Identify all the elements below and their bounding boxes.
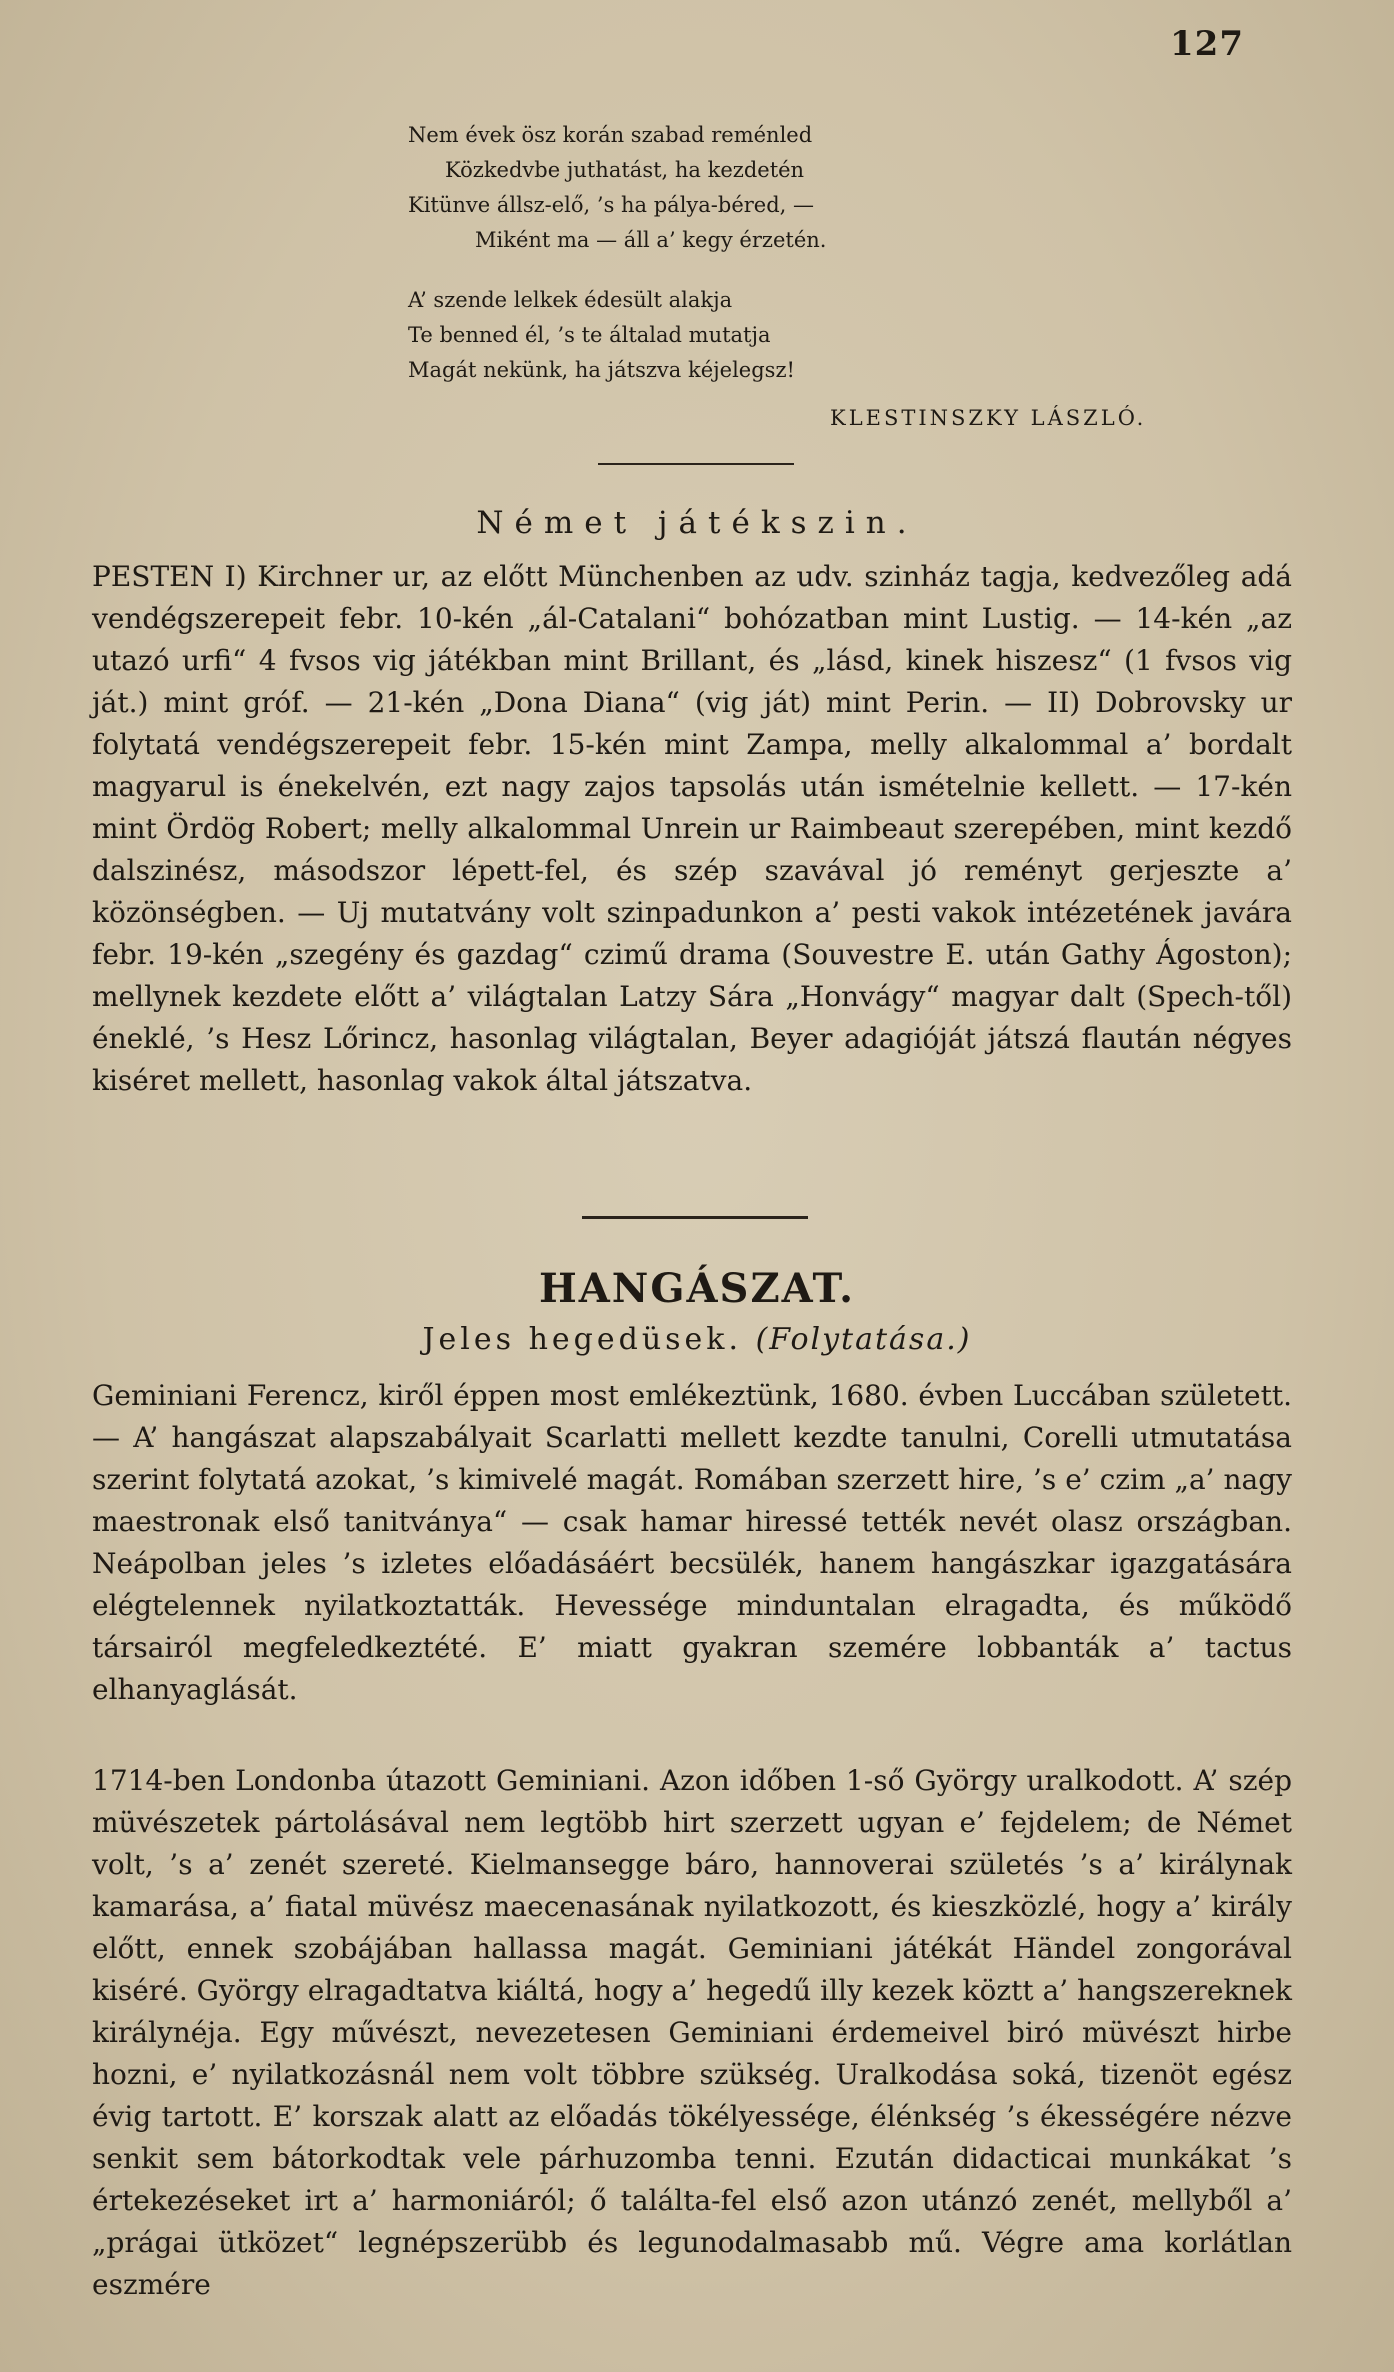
subtitle-text: Jeles hegedüsek. bbox=[422, 1322, 743, 1357]
section-title: HANGÁSZAT. bbox=[538, 1265, 856, 1312]
poem-line: Kitünve állsz-elő, ’s ha pálya-béred, — bbox=[408, 193, 815, 217]
divider bbox=[582, 1216, 808, 1219]
subtitle-note: (Folytatása.) bbox=[755, 1322, 972, 1357]
theater-heading: Német játékszin. bbox=[476, 505, 918, 541]
poem bbox=[408, 118, 1208, 388]
poem-line: Magát nekünk, ha játszva kéjelegsz! bbox=[408, 358, 795, 382]
divider bbox=[598, 463, 794, 465]
poem-line: Miként ma — áll a’ kegy érzetén. bbox=[475, 228, 827, 252]
page-number: 127 bbox=[1170, 24, 1244, 64]
poem-line: Te benned él, ’s te általad mutatja bbox=[408, 323, 771, 347]
theater-paragraph: PESTEN I) Kirchner ur, az előtt Münchenben az udv. szinház tagja, kedvezőleg adá vendégszerepeit febr. 10-kén „ál-Catalani“ bohózatban mint Lustig. — 14-kén „az utazó urfi“ 4 fvsos vig játékban mint Brillant, és „lásd, kinek hiszesz“ (1 fvsos vig ját.) mint gróf. — 21-kén „Dona Diana“ (vig ját) mint Perin. — II) Dobrovsky ur folytatá vendégszerepeit febr. 15-kén mint Zampa, melly alkalommal a’ bordalt magyarul is énekelvén, ezt nagy zajos tapsolás után ismételnie kellett. — 17-kén mint Ördög Robert; melly alkalommal Unrein ur Raimbeaut szerepében, mint kezdő dalszinész, másodszor lépett-fel, és szép szavával jó reményt gerjeszte a’ közönségben. — Uj mutatvány volt szinpadunkon a’ pesti vakok intézetének javára febr. 19-kén „szegény és gazdag“ czimű drama (Souvestre E. után Gathy Ágoston); mellynek kezdete előtt a’ világtalan Latzy Sára „Honvágy“ magyar dalt (Spech-től) éneklé, ’s Hesz Lőrincz, hasonlag világtalan, Beyer adagióját játszá flaután négyes kiséret mellett, hasonlag vakok által játszatva. bbox=[92, 560, 1292, 1097]
poem-line: Közkedvbe juthatást, ha kezdetén bbox=[445, 158, 805, 182]
poem-line: A’ szende lelkek édesült alakja bbox=[408, 288, 733, 312]
music-paragraph-1: Geminiani Ferencz, kiről éppen most emlékeztünk, 1680. évben Luccában született. — A’ hangászat alapszabályait Scarlatti mellett kezdte tanulni, Corelli utmutatása szerint folytatá azokat, ’s kimivelé magát. Romában szerzett hire, ’s e’ czim „a’ nagy maestronak első tanitványa“ — csak hamar hiressé tették nevét olasz országban. Neápolban jeles ’s izletes előadásáért becsülék, hanem hangászkar igazgatására elégtelennek nyilatkoztatták. Hevessége minduntalan elragadta, és működő társairól megfeledkeztété. E’ miatt gyakran szemére lobbanták a’ tactus elhanyaglását. bbox=[92, 1379, 1292, 1706]
poem-author: KLESTINSZKY LÁSZLÓ. bbox=[830, 406, 1147, 430]
section-subtitle bbox=[0, 1322, 1394, 1357]
poem-line: Nem évek ösz korán szabad reménled bbox=[408, 123, 813, 147]
music-paragraph-2: 1714-ben Londonba útazott Geminiani. Azon időben 1-ső György uralkodott. A’ szép müvészetek pártolásával nem legtöbb hirt szerzett ugyan e’ fejdelem; de Német volt, ’s a’ zenét szereté. Kielmansegge báro, hannoverai születés ’s a’ királynak kamarása, a’ fiatal müvész maecenasának nyilatkozott, és kieszközlé, hogy a’ király előtt, ennek szobájában hallassa magát. Geminiani játékát Händel zongorával kiséré. György elragadtatva kiáltá, hogy a’ hegedű illy kezek köztt a’ hangszereknek királynéja. Egy művészt, nevezetesen Geminiani érdemeivel biró müvészt hirbe hozni, e’ nyilatkozásnál nem volt többre szükség. Uralkodása soká, tizenöt egész évig tartott. E’ korszak alatt az előadás tökélyessége, élénkség ’s ékességére nézve senkit sem bátorkodtak vele párhuzomba tenni. Ezután didacticai munkákat ’s értekezéseket irt a’ harmoniáról; ő találta-fel első azon utánzó zenét, mellyből a’ „prágai ütközet“ legnépszerübb és legunodalmasabb mű. Végre ama korlátlan eszmére bbox=[92, 1764, 1292, 2301]
